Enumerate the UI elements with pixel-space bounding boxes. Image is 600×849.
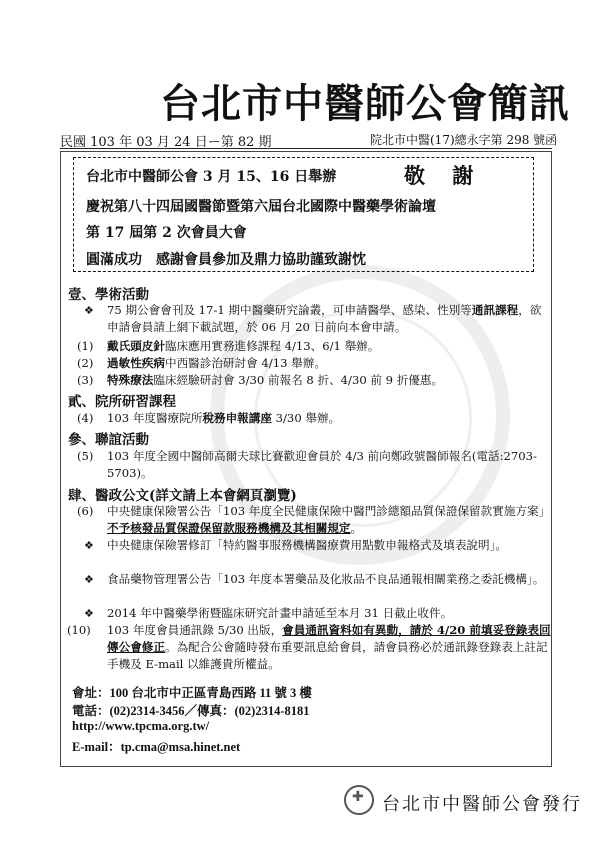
section-clinic-courses: 貳、院所研習課程	[68, 394, 176, 410]
list-item: (2) 過敏性疾病中西醫診治研討會 4/13 舉辦。	[77, 356, 326, 370]
association-seal-icon	[344, 785, 374, 815]
diamond-bullet-icon: ❖	[84, 539, 94, 552]
list-item: (1) 戴氏頭皮針臨床應用實務進修課程 4/13、6/1 舉辦。	[77, 339, 380, 353]
notice-line-2: 慶祝第八十四屆國醫節暨第六屆台北國際中醫藥學術論壇	[86, 199, 436, 215]
diamond-bullet-icon: ❖	[84, 607, 94, 620]
section-academic: 壹、學術活動	[68, 287, 149, 303]
notice-thanks: 敬 謝	[404, 163, 484, 188]
list-item: ❖ 食品藥物管理署公告「103 年度本署藥品及化妝品不良品通報相關業務之委託機構」。	[84, 572, 545, 586]
list-item: (5) 103 年度全國中醫師高爾夫球比賽歡迎會員於 4/3 前向鄭政號醫師報名(電話:2703-5703)。	[77, 449, 537, 480]
notice-line-4: 圓滿成功 感謝會員參加及鼎力協助謹致謝忱	[86, 252, 366, 268]
list-item: (6) 中央健康保險署公告「103 年度全民健康保險中醫門診總額品質保證保留款實施方案」不予核發品質保證保留款服務機構及其相關規定。	[77, 504, 551, 535]
publisher-footer: 台北市中醫師公會發行	[382, 794, 582, 815]
section-official-docs: 肆、醫政公文(詳文請上本會網頁瀏覽)	[68, 488, 297, 504]
diamond-bullet-icon: ❖	[84, 573, 94, 586]
section-social-events: 參、聯誼活動	[68, 432, 149, 448]
list-item: (10) 103 年度會員通訊錄 5/30 出版，會員通訊資料如有異動，請於 4/20 前填妥登錄表回傳公會修正。為配合公會隨時發布重要訊息給會員，請會員務必於通訊錄登錄表上註記手機及 E-mail 以維護貴所權益。	[67, 623, 551, 671]
list-item: ❖ 中央健康保險署修訂「特約醫事服務機構醫療費用點數申報格式及填表說明」。	[84, 538, 507, 552]
notice-line-3: 第 17 屆第 2 次會員大會	[86, 225, 247, 241]
list-item: ❖ 75 期公會會刊及 17-1 期中醫藥研究論叢，可申請醫學、感染、性別等通訊課程，欲申請會員請上網下載試題，於 06 月 20 日前向本會申請。	[84, 303, 542, 334]
permit-number: 院北市中醫(17)總永字第 298 號函	[370, 133, 558, 147]
issue-date: 民國 103 年 03 月 24 日ー第 82 期	[60, 135, 272, 150]
list-item: (4) 103 年度醫療院所稅務申報講座 3/30 舉辦。	[77, 411, 341, 425]
address: 會址：100 台北市中正區青島西路 11 號 3 樓	[72, 686, 312, 700]
website-link[interactable]: http://www.tpcma.org.tw/	[72, 719, 210, 733]
diamond-bullet-icon: ❖	[84, 304, 94, 317]
header-divider	[60, 148, 552, 149]
notice-line-1: 台北市中醫師公會 3 月 15、16 日舉辦	[86, 169, 337, 185]
newsletter-title: 台北市中醫師公會簡訊	[160, 81, 570, 127]
thank-you-notice	[73, 157, 534, 272]
list-item: (3) 特殊療法臨床經驗研討會 3/30 前報名 8 折、4/30 前 9 折優惠。	[77, 373, 444, 387]
list-item: ❖ 2014 年中醫藥學術暨臨床研究計畫申請延至本月 31 日截止收件。	[84, 606, 453, 620]
phone-fax: 電話：(02)2314-3456／傳真：(02)2314-8181	[72, 704, 310, 718]
email-link[interactable]: E-mail：tp.cma@msa.hinet.net	[72, 740, 241, 754]
